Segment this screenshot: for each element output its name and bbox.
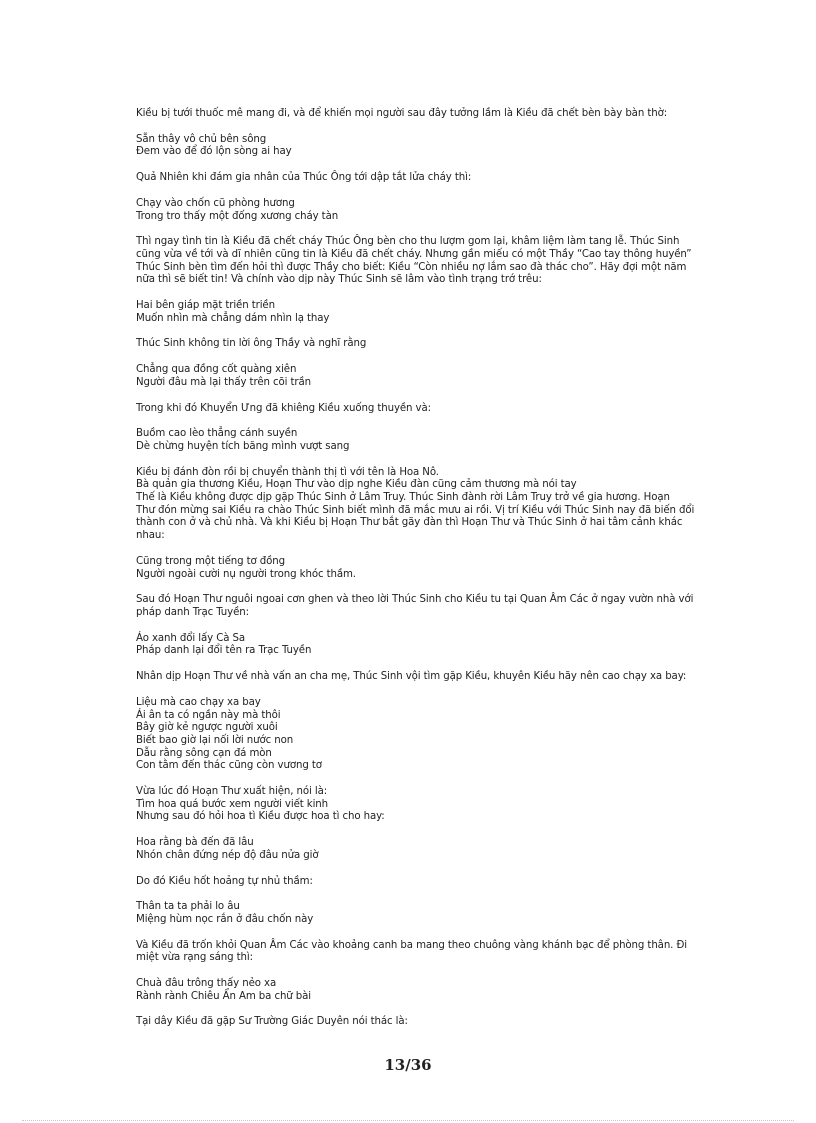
paragraph — [136, 338, 758, 351]
verse-line: Nhưng sau đó hỏi hoa tì Kiều được hoa tì cho hay: — [136, 811, 385, 823]
paragraph — [136, 467, 758, 543]
paragraph — [136, 940, 758, 965]
verse-line: Đem vào để đó lộn sòng ai hay — [136, 146, 292, 158]
verse-line: Trong tro thấy một đống xương cháy tàn — [136, 210, 339, 222]
verse-line: Hai bên giáp mặt triền triền — [136, 300, 275, 312]
paragraph — [136, 108, 758, 121]
verse-line: Sẵn thây vô chủ bên sông — [136, 133, 267, 145]
verse-line: Dẫu rằng sông cạn đá mòn — [136, 747, 272, 759]
paragraph — [136, 876, 758, 889]
paragraph — [136, 671, 758, 684]
paragraph-line: thành con ở và chủ nhà. Và khi Kiều bị Hoạn Thư bắt gãy đàn thì Hoạn Thư và Thúc Sinh ở hai tâm cảnh khác — [136, 517, 683, 529]
paragraph-line: Nhân dịp Hoạn Thư về nhà vấn an cha mẹ, Thúc Sinh vội tìm gặp Kiều, khuyên Kiều hãy nên cao chạy xa bay: — [136, 671, 687, 683]
paragraph-line: Bà quản gia thương Kiều, Hoạn Thư vào dịp nghe Kiều đàn cũng cảm thương mà nói tay — [136, 479, 577, 491]
verse-line: Người ngoài cười nụ người trong khóc thầm. — [136, 568, 356, 580]
verse-line: Chạy vào chốn cũ phòng hương — [136, 197, 295, 209]
verse-line: Áo xanh đổi lấy Cà Sa — [136, 632, 245, 644]
verse-block — [136, 837, 758, 862]
paragraph-line: nữa thì sẽ biết tin! Và chính vào dịp này Thúc Sinh sẽ lâm vào tình trạng trớ trêu: — [136, 274, 542, 286]
verse-line: Liệu mà cao chạy xa bay — [136, 696, 261, 708]
document-body — [136, 108, 758, 1042]
paragraph-line: Thúc Sinh bèn tìm đến hỏi thì được Thầy cho biết: Kiều “Còn nhiều nợ lắm sao đà thác cho”. Hãy đợi một năm — [136, 261, 687, 273]
verse-line: Người đâu mà lại thấy trên cõi trần — [136, 376, 311, 388]
verse-block — [136, 300, 758, 325]
paragraph-line: Thư đón mừng sai Kiều ra chào Thúc Sinh biết mình đã mắc mưu ai rồi. Vị trí Kiều với Thúc Sinh nay đã biến đổi — [136, 504, 695, 516]
paragraph-line: pháp danh Trạc Tuyền: — [136, 606, 249, 618]
paragraph — [136, 594, 758, 619]
verse-line: Buồm cao lèo thẳng cánh suyền — [136, 428, 298, 440]
verse-line: Cũng trong một tiếng tơ đồng — [136, 555, 286, 567]
verse-line: Muốn nhìn mà chẳng dám nhìn lạ thay — [136, 312, 330, 324]
paragraph — [136, 172, 758, 185]
verse-line: Dè chừng huyện tích băng mình vượt sang — [136, 440, 350, 452]
verse-line: Con tằm đến thác cũng còn vương tơ — [136, 760, 322, 772]
verse-block — [136, 428, 758, 453]
paragraph-line: Thế là Kiều không được dịp gặp Thúc Sinh ở Lâm Truy. Thúc Sinh đành rời Lâm Truy trở về gia hương. Hoạn — [136, 492, 670, 504]
verse-line: Vừa lúc đó Hoạn Thư xuất hiện, nói là: — [136, 786, 328, 798]
verse-block — [136, 198, 758, 223]
verse-line: Ái ân ta có ngần này mà thôi — [136, 709, 281, 721]
verse-line: Hoa rằng bà đến đã lâu — [136, 837, 254, 849]
paragraph-line: nhau: — [136, 530, 165, 542]
verse-line: Bây giờ kẻ ngược người xuôi — [136, 722, 278, 734]
verse-line: Rành rành Chiêu Ẩn Am ba chữ bài — [136, 990, 312, 1002]
footer-divider — [22, 1120, 794, 1121]
verse-line: Biết bao giờ lại nối lời nước non — [136, 734, 294, 746]
verse-line: Chẳng qua đồng cốt quàng xiên — [136, 364, 297, 376]
paragraph — [136, 1016, 758, 1029]
verse-block — [136, 633, 758, 658]
verse-block — [136, 364, 758, 389]
paragraph — [136, 403, 758, 416]
verse-block — [136, 786, 758, 824]
paragraph-line: Thúc Sinh không tin lời ông Thầy và nghĩ rằng — [136, 338, 367, 350]
verse-block — [136, 556, 758, 581]
paragraph-line: Trong khi đó Khuyển Ưng đã khiêng Kiều xuống thuyền và: — [136, 402, 431, 414]
verse-block — [136, 901, 758, 926]
verse-block — [136, 978, 758, 1003]
paragraph-line: cũng vừa về tới và dĩ nhiên cũng tin là Kiều đã chết cháy. Nhưng gần miếu có một Thầy “Cao tay thông huyền” — [136, 248, 692, 260]
paragraph-line: Và Kiều đã trốn khỏi Quan Âm Các vào khoảng canh ba mang theo chuông vàng khánh bạc để phòng thân. Đi — [136, 939, 687, 951]
paragraph-line: Quả Nhiên khi đám gia nhân của Thúc Ông tới dập tắt lửa cháy thì: — [136, 172, 472, 184]
verse-line: Chuà đâu trông thấy nẻo xa — [136, 978, 277, 990]
paragraph-line: Thì ngay tình tin là Kiều đã chết cháy Thúc Ông bèn cho thu lượm gom lại, khâm liệm làm tang lễ. Thúc Sinh — [136, 236, 680, 248]
paragraph-line: Do đó Kiều hốt hoảng tự nhủ thầm: — [136, 875, 313, 887]
paragraph-line: Kiều bị tưới thuốc mê mang đi, và để khiến mọi người sau đây tưởng lầm là Kiều đã chết bèn bày bàn thờ: — [136, 108, 668, 119]
paragraph-line: Sau đó Hoạn Thư nguôi ngoai cơn ghen và theo lời Thúc Sinh cho Kiều tu tại Quan Âm Các ở ngay vườn nhà với — [136, 594, 694, 606]
paragraph — [136, 236, 758, 287]
paragraph-line: Tại dây Kiều đã gặp Sư Trường Giác Duyên nói thác là: — [136, 1016, 408, 1028]
verse-line: Tìm hoa quá bước xem người viết kinh — [136, 798, 329, 810]
verse-line: Miệng hùm nọc rắn ở đâu chốn này — [136, 913, 314, 925]
paragraph-line: miệt vừa rạng sáng thì: — [136, 952, 253, 964]
verse-block — [136, 134, 758, 159]
verse-line: Pháp danh lại đổi tên ra Trạc Tuyền — [136, 645, 312, 657]
page-number: 13/36 — [384, 1056, 432, 1074]
verse-block — [136, 697, 758, 773]
verse-line: Nhón chân đứng nép độ đâu nửa giờ — [136, 849, 319, 861]
paragraph-line: Kiều bị đánh đòn rồi bị chuyển thành thị tì với tên là Hoa Nô. — [136, 466, 439, 478]
verse-line: Thân ta ta phải lo âu — [136, 901, 240, 913]
